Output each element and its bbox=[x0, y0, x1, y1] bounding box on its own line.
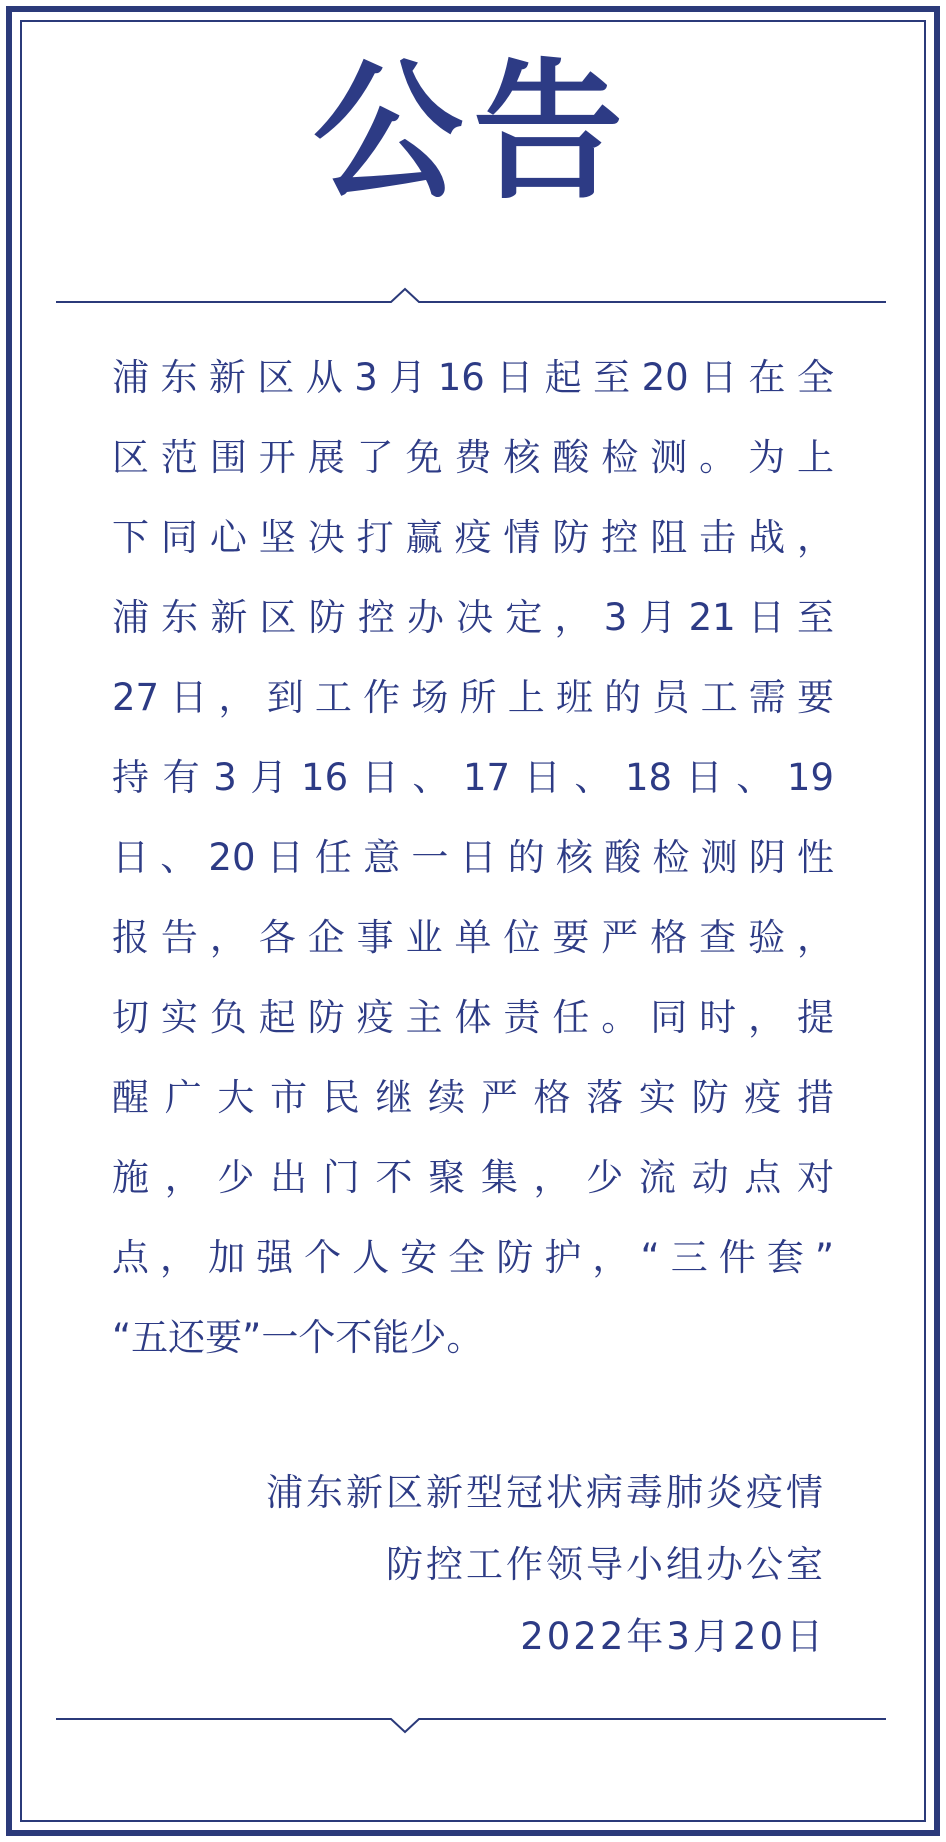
body-line: 点，加强个人安全防护，“三件套” bbox=[112, 1236, 834, 1279]
announcement-title: 公告 bbox=[312, 46, 633, 220]
body-line: 浦东新区从3月16日起至20日在全 bbox=[112, 356, 834, 399]
issuer-line-2: 防控工作领导小组办公室 bbox=[386, 1543, 826, 1586]
body-line: 切实负起防疫主体责任。同时，提 bbox=[112, 996, 834, 1039]
announcement-body bbox=[112, 338, 834, 1378]
body-line: 日、20日任意一日的核酸检测阴性 bbox=[112, 836, 834, 879]
body-line: 报告，各企事业单位要严格查验， bbox=[112, 916, 834, 959]
issue-date: 2022年3月20日 bbox=[520, 1615, 826, 1658]
issuer-line-1: 浦东新区新型冠状病毒肺炎疫情 bbox=[266, 1471, 826, 1514]
bottom-divider bbox=[56, 1713, 886, 1737]
body-line: 区范围开展了免费核酸检测。为上 bbox=[112, 436, 834, 479]
body-line: 持有3月16日、17日、18日、19 bbox=[112, 756, 834, 799]
body-line: 27日，到工作场所上班的员工需要 bbox=[112, 676, 834, 719]
body-line: “五还要”一个不能少。 bbox=[112, 1316, 484, 1359]
body-line: 醒广大市民继续严格落实防疫措 bbox=[112, 1076, 834, 1119]
body-line: 浦东新区防控办决定，3月21日至 bbox=[112, 596, 834, 639]
top-divider bbox=[56, 284, 886, 308]
body-line: 下同心坚决打赢疫情防控阻击战， bbox=[112, 516, 834, 559]
signature-block bbox=[266, 1457, 826, 1673]
body-line: 施，少出门不聚集，少流动点对 bbox=[112, 1156, 834, 1199]
